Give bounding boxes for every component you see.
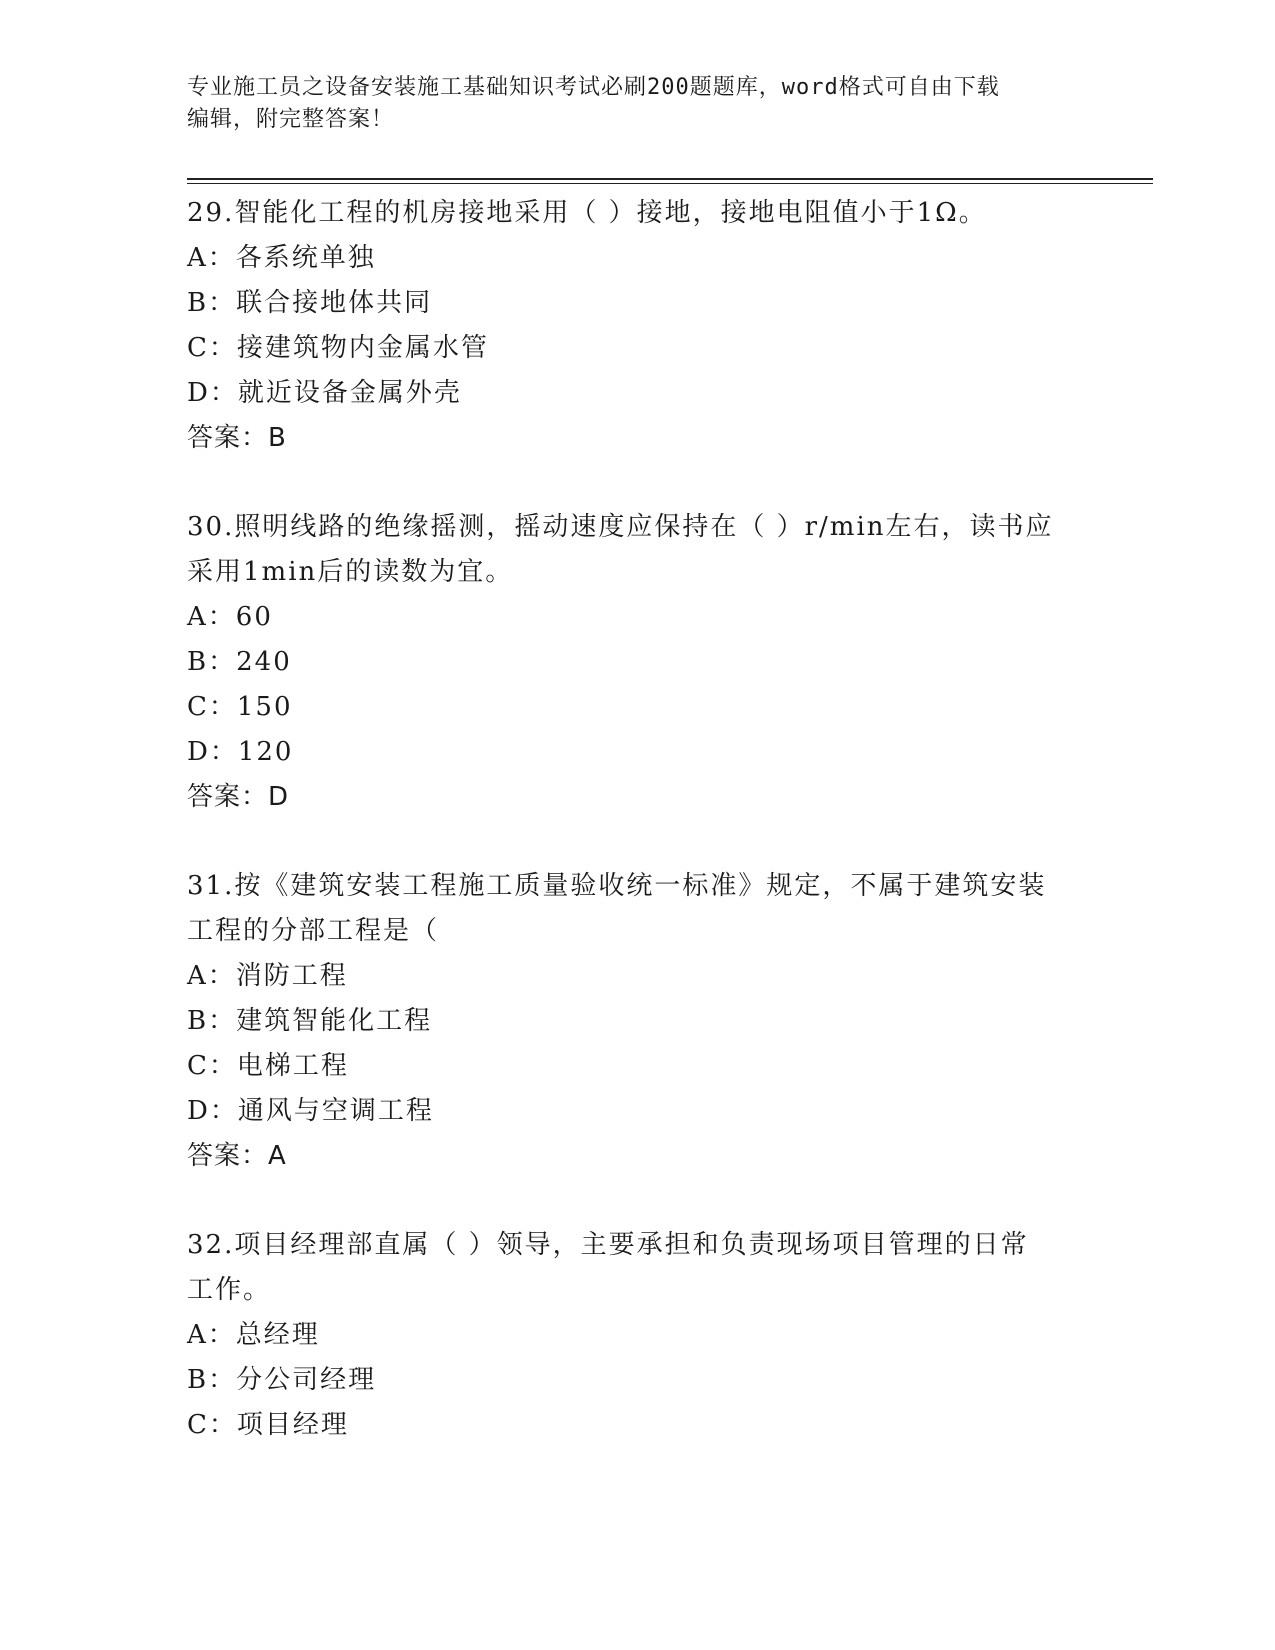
question-stem-continued: 工程的分部工程是（ bbox=[187, 916, 440, 946]
question-stem: 32.项目经理部直属（ ）领导，主要承担和负责现场项目管理的日常 bbox=[187, 1230, 1029, 1260]
option-b: B：分公司经理 bbox=[187, 1365, 377, 1395]
option-d: D：就近设备金属外壳 bbox=[187, 378, 462, 408]
option-b: B：建筑智能化工程 bbox=[187, 1006, 433, 1036]
document-header bbox=[187, 72, 1067, 136]
answer-text: 答案：D bbox=[187, 782, 290, 812]
option-a: A：各系统单独 bbox=[187, 243, 376, 273]
option-a: A：消防工程 bbox=[187, 961, 348, 991]
option-c: C：电梯工程 bbox=[187, 1051, 349, 1081]
option-c: C：150 bbox=[187, 692, 293, 722]
answer-text: 答案：B bbox=[187, 423, 287, 453]
question-stem: 31.按《建筑安装工程施工质量验收统一标准》规定，不属于建筑安装 bbox=[187, 871, 1047, 901]
question-32 bbox=[187, 1223, 1107, 1448]
option-b: B：240 bbox=[187, 647, 292, 677]
header-divider-thick bbox=[187, 178, 1153, 180]
answer-text: 答案：A bbox=[187, 1141, 287, 1171]
question-stem: 30.照明线路的绝缘摇测，摇动速度应保持在（ ）r/min左右，读书应 bbox=[187, 512, 1054, 542]
option-c: C：项目经理 bbox=[187, 1410, 349, 1440]
option-b: B：联合接地体共同 bbox=[187, 288, 433, 318]
option-d: D：120 bbox=[187, 737, 294, 767]
option-a: A：60 bbox=[187, 602, 273, 632]
question-stem-continued: 采用1min后的读数为宜。 bbox=[187, 557, 514, 587]
question-30 bbox=[187, 505, 1107, 820]
question-29 bbox=[187, 191, 1107, 461]
option-c: C：接建筑物内金属水管 bbox=[187, 333, 489, 363]
header-divider-thin bbox=[187, 183, 1153, 184]
header-line-2: 编辑，附完整答案！ bbox=[187, 107, 395, 132]
question-stem-continued: 工作。 bbox=[187, 1275, 272, 1305]
question-stem: 29.智能化工程的机房接地采用（ ）接地，接地电阻值小于1Ω。 bbox=[187, 198, 987, 228]
header-line-1: 专业施工员之设备安装施工基础知识考试必刷200题题库，word格式可自由下载 bbox=[187, 75, 1000, 100]
option-d: D：通风与空调工程 bbox=[187, 1096, 434, 1126]
option-a: A：总经理 bbox=[187, 1320, 320, 1350]
question-31 bbox=[187, 864, 1107, 1179]
